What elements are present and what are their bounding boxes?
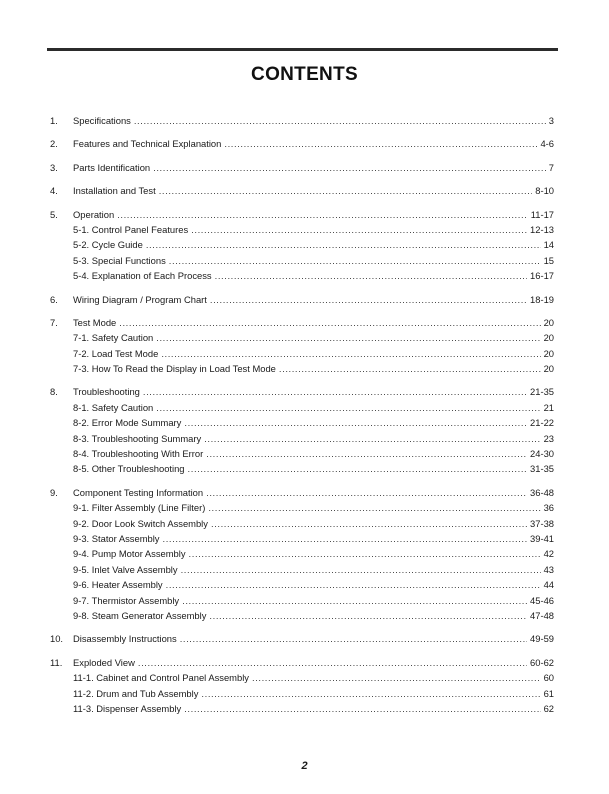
dot-leader	[189, 546, 541, 561]
page-title: CONTENTS	[251, 64, 358, 85]
toc-subentry-label: 7-3. How To Read the Display in Load Test Mode	[73, 363, 276, 375]
toc-subentry-label: 7-2. Load Test Mode	[73, 347, 159, 359]
toc-entry-label: Specifications	[73, 115, 131, 126]
toc-subentry-page: 23	[543, 432, 554, 444]
dot-leader	[211, 516, 527, 531]
toc-entry-number: 8.	[50, 386, 58, 398]
toc-subentry-page: 39-41	[530, 532, 554, 544]
toc-entry[interactable]	[50, 183, 554, 198]
toc-subentry-label: 5-2. Cycle Guide	[73, 239, 143, 251]
dot-leader	[215, 268, 527, 283]
toc-subentry[interactable]	[50, 516, 554, 531]
toc-subentry[interactable]	[50, 701, 554, 716]
dot-leader	[209, 608, 527, 623]
dot-leader	[156, 400, 540, 415]
toc-subentry-page: 15	[543, 254, 554, 266]
toc-entry-page: 8-10	[535, 185, 554, 197]
toc-subentry-page: 60	[543, 672, 554, 684]
toc-section	[50, 384, 554, 476]
dot-leader	[188, 461, 527, 476]
toc-subentry[interactable]	[50, 593, 554, 608]
page-number: 2	[301, 760, 308, 772]
toc-subentry-label: 9-8. Steam Generator Assembly	[73, 609, 207, 621]
toc-entry[interactable]	[50, 207, 554, 222]
toc-entry-label: Component Testing Information	[73, 486, 204, 498]
toc-section	[50, 136, 554, 151]
toc-entry-number: 10.	[50, 633, 64, 645]
toc-entry-number: 5.	[50, 208, 58, 220]
toc-subentry-label: 7-1. Safety Caution	[73, 332, 154, 344]
toc-entry-page: 11-17	[530, 208, 554, 220]
toc-entry[interactable]	[50, 384, 554, 399]
toc-section	[50, 292, 554, 307]
dot-leader	[153, 160, 546, 175]
toc-subentry-page: 47-48	[530, 609, 554, 621]
toc-subentry[interactable]	[50, 461, 554, 476]
toc-subentry[interactable]	[50, 531, 554, 546]
toc-entry-number: 2.	[50, 138, 58, 150]
toc-subentry-label: 5-1. Control Panel Features	[73, 223, 189, 235]
toc-section	[50, 315, 554, 377]
dot-leader	[184, 415, 527, 430]
dot-leader	[117, 207, 528, 222]
toc-entry-label: Parts Identification	[73, 161, 151, 173]
toc-entry-number: 9.	[50, 486, 58, 498]
dot-leader	[134, 113, 546, 128]
toc-subentry-label: 9-5. Inlet Valve Assembly	[73, 563, 178, 575]
dot-leader	[204, 431, 540, 446]
toc-subentry[interactable]	[50, 562, 554, 577]
toc-subentry[interactable]	[50, 268, 554, 283]
toc-subentry[interactable]	[50, 686, 554, 701]
dot-leader	[169, 253, 541, 268]
toc-subentry-page: 62	[543, 702, 554, 714]
toc-subentry[interactable]	[50, 546, 554, 561]
toc-subentry[interactable]	[50, 330, 554, 345]
toc-entry-number: 4.	[50, 185, 58, 197]
toc-entry[interactable]	[50, 315, 554, 330]
dot-leader	[201, 686, 540, 701]
dot-leader	[161, 346, 540, 361]
toc-section	[50, 183, 554, 198]
toc-entry-number: 1.	[50, 115, 58, 126]
toc-entry-label: Wiring Diagram / Program Chart	[73, 293, 207, 305]
toc-entry-label: Disassembly Instructions	[73, 633, 177, 645]
dot-leader	[156, 330, 540, 345]
toc-entry-label: Installation and Test	[73, 185, 156, 197]
toc-section	[50, 485, 554, 624]
toc-subentry-page: 14	[543, 239, 554, 251]
toc-subentry-page: 31-35	[530, 463, 554, 475]
dot-leader	[206, 485, 527, 500]
toc-subentry[interactable]	[50, 400, 554, 415]
dot-leader	[143, 384, 527, 399]
dot-leader	[180, 631, 527, 646]
toc-subentry-page: 61	[543, 687, 554, 699]
toc-subentry-label: 8-1. Safety Caution	[73, 401, 154, 413]
toc-subentry[interactable]	[50, 431, 554, 446]
toc-subentry-label: 11-1. Cabinet and Control Panel Assembly	[73, 672, 249, 684]
toc-entry[interactable]	[50, 113, 554, 128]
table-of-contents	[50, 113, 554, 724]
dot-leader	[208, 500, 540, 515]
dot-leader	[166, 577, 541, 592]
toc-subentry[interactable]	[50, 500, 554, 515]
toc-entry[interactable]	[50, 485, 554, 500]
toc-subentry-page: 20	[543, 363, 554, 375]
toc-subentry[interactable]	[50, 446, 554, 461]
toc-subentry[interactable]	[50, 237, 554, 252]
dot-leader	[182, 593, 527, 608]
toc-entry-label: Troubleshooting	[73, 386, 140, 398]
top-rule	[47, 48, 558, 51]
toc-subentry-page: 42	[543, 548, 554, 560]
toc-subentry[interactable]	[50, 415, 554, 430]
toc-subentry-page: 37-38	[530, 517, 554, 529]
dot-leader	[206, 446, 527, 461]
dot-leader	[252, 670, 541, 685]
toc-entry[interactable]	[50, 292, 554, 307]
dot-leader	[210, 292, 527, 307]
toc-subentry-page: 20	[543, 332, 554, 344]
toc-entry-number: 7.	[50, 316, 58, 328]
toc-subentry-page: 16-17	[530, 270, 554, 282]
toc-entry-page: 4-6	[540, 138, 554, 150]
toc-entry[interactable]	[50, 655, 554, 670]
toc-subentry-page: 12-13	[530, 223, 554, 235]
toc-subentry-label: 8-2. Error Mode Summary	[73, 417, 182, 429]
toc-entry-page: 36-48	[530, 486, 554, 498]
toc-subentry-page: 20	[543, 347, 554, 359]
toc-entry-page: 49-59	[530, 633, 554, 645]
toc-subentry-label: 9-2. Door Look Switch Assembly	[73, 517, 208, 529]
toc-entry[interactable]	[50, 136, 554, 151]
toc-subentry[interactable]	[50, 608, 554, 623]
dot-leader	[163, 531, 528, 546]
dot-leader	[181, 562, 541, 577]
toc-entry[interactable]	[50, 631, 554, 646]
dot-leader	[146, 237, 541, 252]
toc-subentry-label: 8-4. Troubleshooting With Error	[73, 448, 204, 460]
toc-entry[interactable]	[50, 160, 554, 175]
toc-entry-number: 6.	[50, 293, 58, 305]
toc-entry-label: Features and Technical Explanation	[73, 138, 222, 150]
dot-leader	[119, 315, 540, 330]
toc-subentry-label: 5-3. Special Functions	[73, 254, 166, 266]
toc-subentry[interactable]	[50, 222, 554, 237]
toc-subentry-page: 21-22	[530, 417, 554, 429]
toc-subentry-label: 9-4. Pump Motor Assembly	[73, 548, 186, 560]
toc-entry-page: 20	[543, 316, 554, 328]
toc-entry-page: 60-62	[530, 656, 554, 668]
toc-section	[50, 655, 554, 717]
toc-section	[50, 113, 554, 128]
toc-subentry[interactable]	[50, 670, 554, 685]
toc-section	[50, 207, 554, 284]
toc-entry-number: 11.	[50, 656, 63, 668]
toc-entry-number: 3.	[50, 161, 58, 173]
toc-subentry-page: 43	[543, 563, 554, 575]
dot-leader	[279, 361, 541, 376]
toc-entry-label: Test Mode	[73, 316, 117, 328]
toc-section	[50, 631, 554, 646]
toc-subentry-label: 8-3. Troubleshooting Summary	[73, 432, 202, 444]
dot-leader	[159, 183, 533, 198]
toc-subentry-label: 9-7. Thermistor Assembly	[73, 594, 180, 606]
toc-entry-page: 21-35	[530, 386, 554, 398]
toc-subentry[interactable]	[50, 346, 554, 361]
toc-entry-page: 7	[548, 161, 554, 173]
toc-entry-page: 3	[548, 115, 554, 126]
toc-subentry-page: 45-46	[530, 594, 554, 606]
toc-subentry-label: 9-3. Stator Assembly	[73, 532, 160, 544]
toc-subentry-label: 11-2. Drum and Tub Assembly	[73, 687, 199, 699]
toc-subentry-page: 21	[543, 401, 554, 413]
toc-subentry-label: 9-6. Heater Assembly	[73, 579, 163, 591]
dot-leader	[191, 222, 527, 237]
toc-subentry-label: 8-5. Other Troubleshooting	[73, 463, 185, 475]
dot-leader	[184, 701, 540, 716]
toc-subentry-page: 44	[543, 579, 554, 591]
toc-entry-page: 18-19	[530, 293, 554, 305]
dot-leader	[224, 136, 537, 151]
toc-subentry-label: 9-1. Filter Assembly (Line Filter)	[73, 502, 206, 514]
toc-section	[50, 160, 554, 175]
dot-leader	[138, 655, 527, 670]
toc-subentry-label: 11-3. Dispenser Assembly	[73, 702, 182, 714]
toc-subentry-page: 36	[543, 502, 554, 514]
toc-entry-label: Exploded View	[73, 656, 135, 668]
toc-subentry[interactable]	[50, 577, 554, 592]
toc-subentry-page: 24-30	[530, 448, 554, 460]
toc-subentry[interactable]	[50, 361, 554, 376]
toc-subentry[interactable]	[50, 253, 554, 268]
toc-subentry-label: 5-4. Explanation of Each Process	[73, 270, 212, 282]
toc-entry-label: Operation	[73, 208, 115, 220]
